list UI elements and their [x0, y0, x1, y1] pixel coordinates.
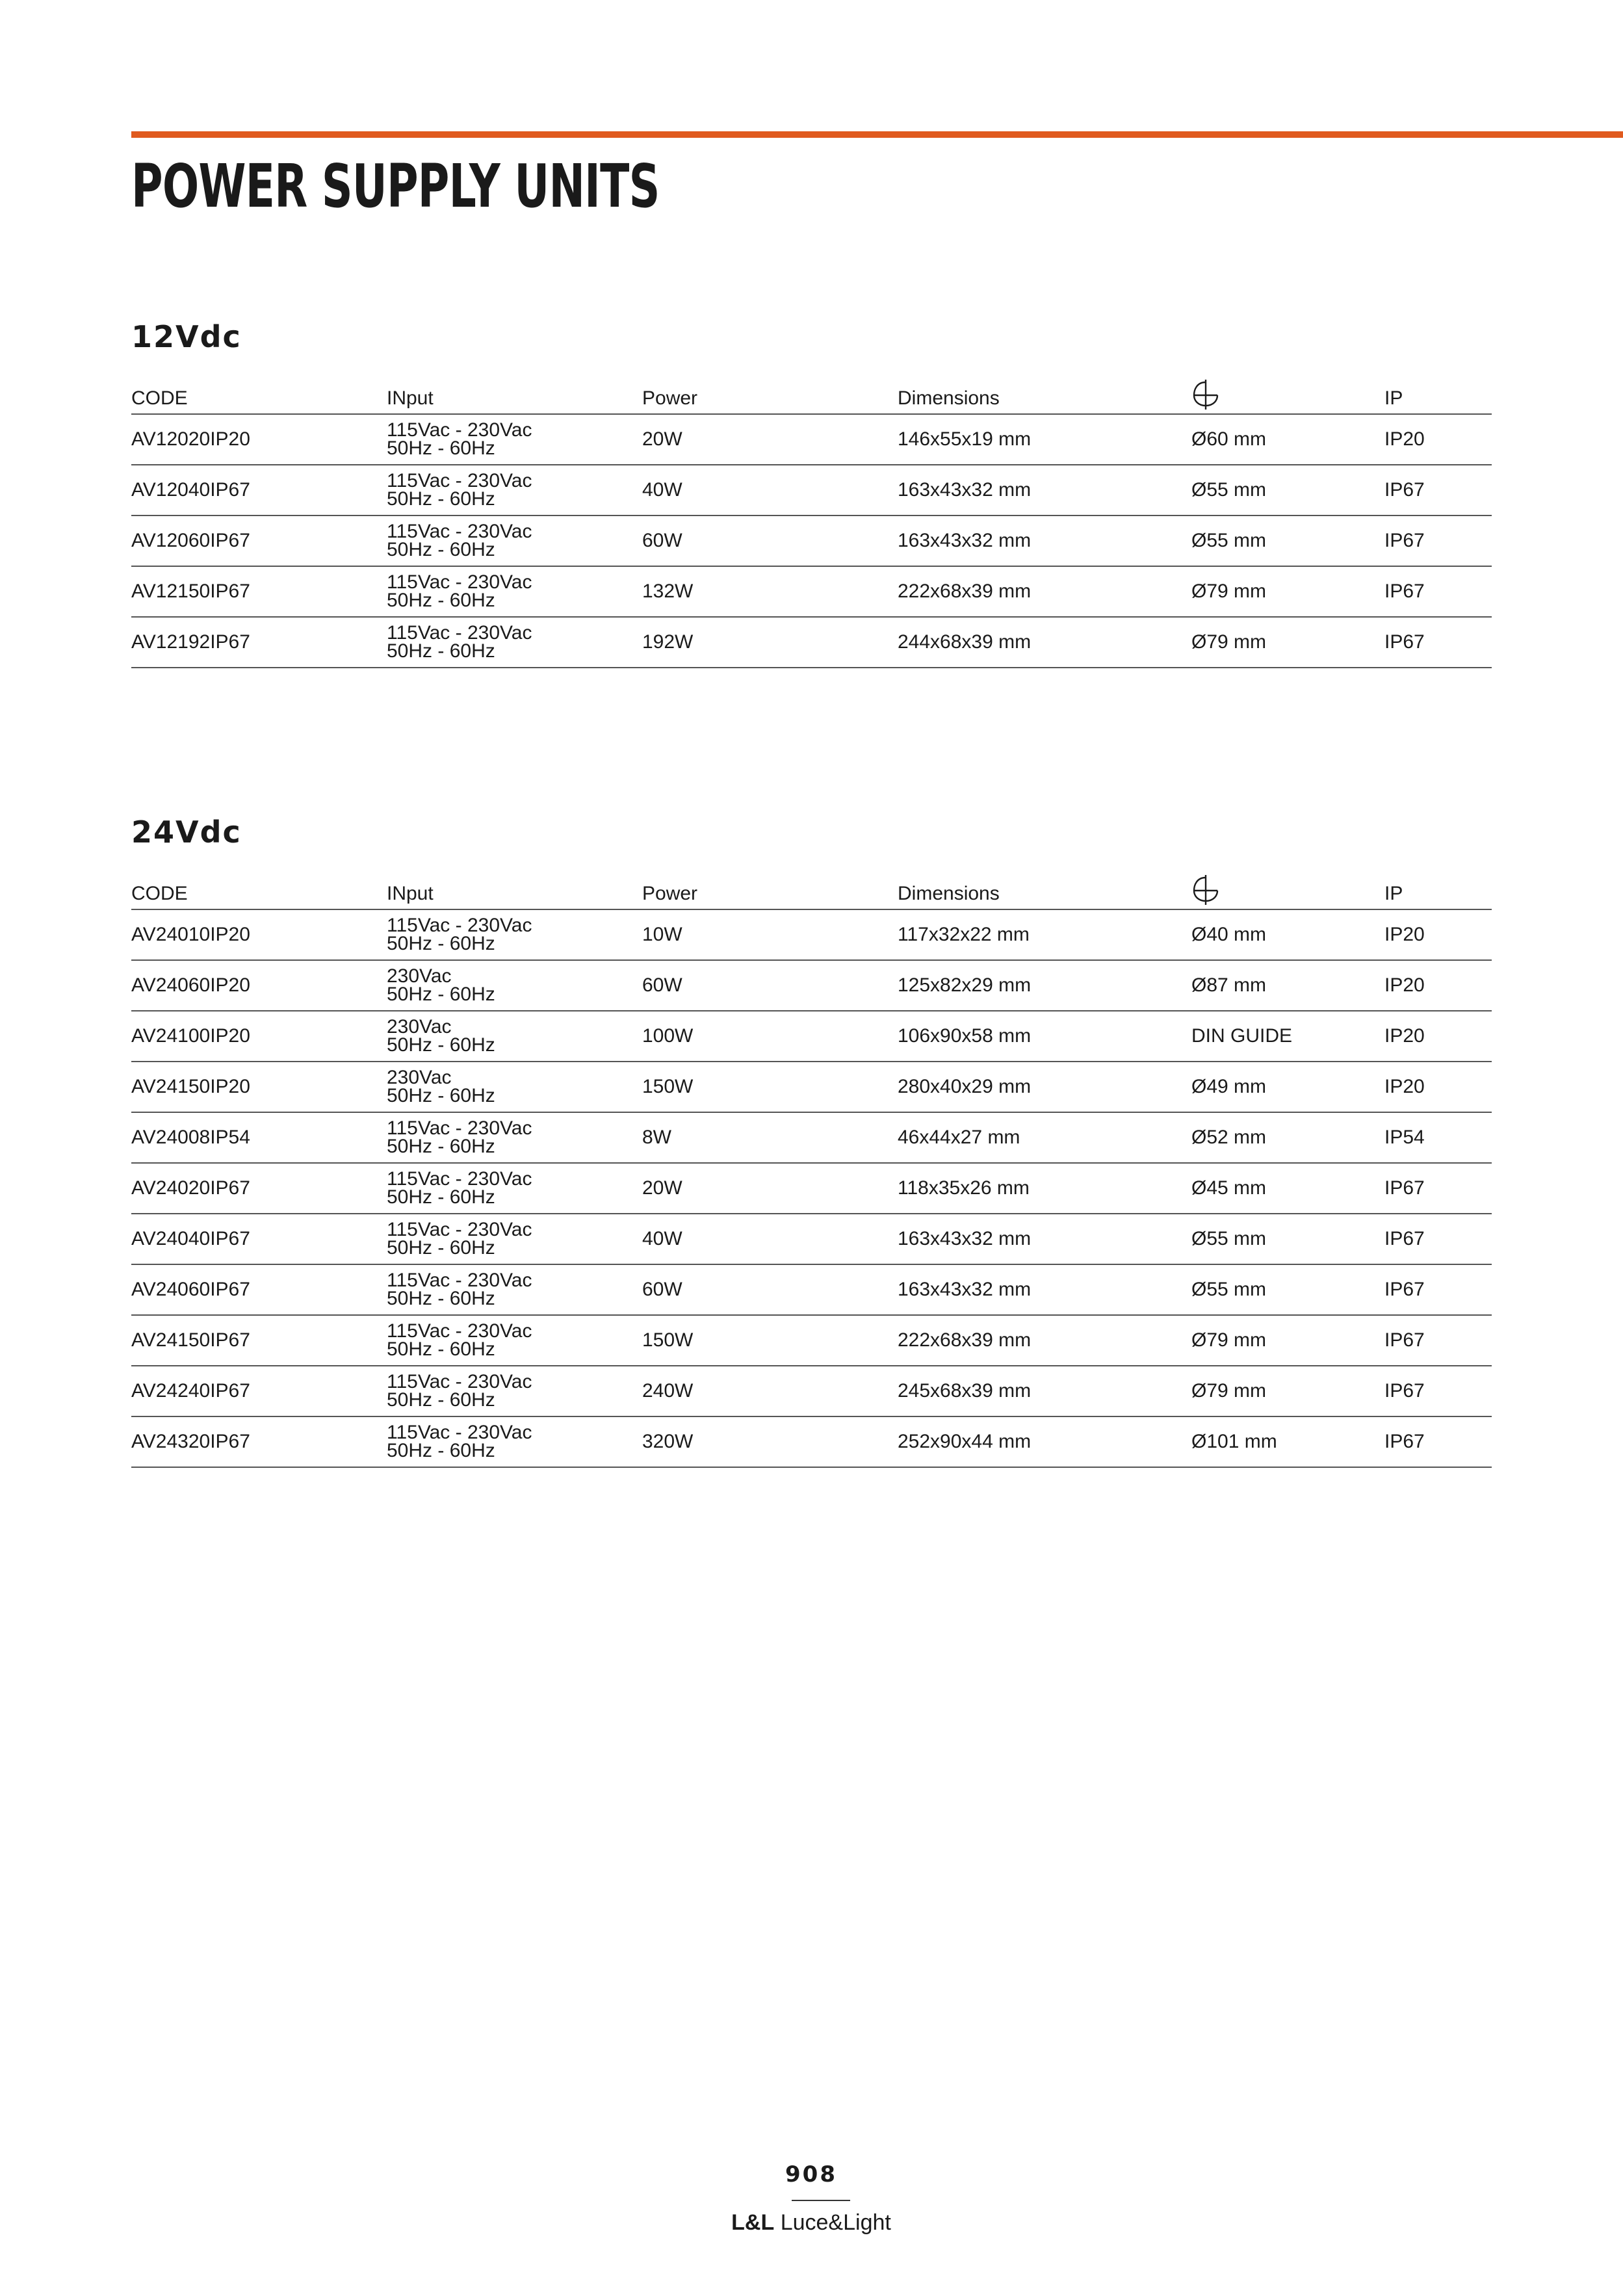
cell-dimensions: 252x90x44 mm: [898, 1416, 1191, 1467]
table-row: [131, 1011, 1492, 1062]
cell-input: [387, 960, 642, 1011]
table-row: [131, 1163, 1492, 1214]
cell-dimensions: 222x68x39 mm: [898, 566, 1191, 617]
cell-power: 20W: [642, 414, 898, 465]
cell-code: AV24240IP67: [131, 1366, 387, 1416]
cell-input: [387, 1264, 642, 1315]
cell-dimensions: 46x44x27 mm: [898, 1112, 1191, 1163]
input-frequency: 50Hz - 60Hz: [387, 1440, 495, 1461]
cell-ip: IP20: [1384, 960, 1492, 1011]
cell-code: AV24320IP67: [131, 1416, 387, 1467]
cell-code: AV24060IP20: [131, 960, 387, 1011]
header-cable: [1191, 870, 1384, 909]
cell-input: [387, 515, 642, 566]
input-frequency: 50Hz - 60Hz: [387, 1338, 495, 1360]
cell-dimensions: 146x55x19 mm: [898, 414, 1191, 465]
cell-input: [387, 1112, 642, 1163]
input-voltage: 115Vac - 230Vac: [387, 1270, 532, 1291]
cell-cable-diameter: Ø101 mm: [1191, 1416, 1384, 1467]
cell-ip: IP20: [1384, 414, 1492, 465]
table-row: [131, 1062, 1492, 1112]
cell-input: [387, 1062, 642, 1112]
input-voltage: 115Vac - 230Vac: [387, 571, 532, 593]
cell-power: 10W: [642, 909, 898, 960]
input-voltage: 115Vac - 230Vac: [387, 1168, 532, 1190]
cell-ip: IP67: [1384, 515, 1492, 566]
cable-diameter-icon: [1191, 875, 1220, 905]
cell-ip: IP67: [1384, 1214, 1492, 1264]
cell-power: 150W: [642, 1315, 898, 1366]
cell-cable-diameter: DIN GUIDE: [1191, 1011, 1384, 1062]
input-voltage: 115Vac - 230Vac: [387, 1219, 532, 1240]
cell-power: 20W: [642, 1163, 898, 1214]
cell-dimensions: 280x40x29 mm: [898, 1062, 1191, 1112]
table-row: [131, 617, 1492, 668]
cell-ip: IP67: [1384, 1264, 1492, 1315]
cell-input: [387, 566, 642, 617]
header-dimensions: Dimensions: [898, 374, 1191, 414]
table-body-12vdc: [131, 414, 1492, 668]
cell-dimensions: 163x43x32 mm: [898, 515, 1191, 566]
input-voltage: 115Vac - 230Vac: [387, 470, 532, 491]
input-voltage: 115Vac - 230Vac: [387, 1320, 532, 1342]
cell-ip: IP67: [1384, 1416, 1492, 1467]
cell-cable-diameter: Ø79 mm: [1191, 566, 1384, 617]
table-row: [131, 1264, 1492, 1315]
cell-ip: IP20: [1384, 1062, 1492, 1112]
cell-power: 60W: [642, 960, 898, 1011]
page-number: 908: [785, 2161, 837, 2187]
header-ip: IP: [1384, 870, 1492, 909]
cell-dimensions: 163x43x32 mm: [898, 465, 1191, 515]
header-cable: [1191, 374, 1384, 414]
table-row: [131, 1315, 1492, 1366]
header-input: INput: [387, 374, 642, 414]
cell-dimensions: 125x82x29 mm: [898, 960, 1191, 1011]
table-header-row: [131, 870, 1492, 909]
cell-power: 132W: [642, 566, 898, 617]
cell-ip: IP67: [1384, 617, 1492, 668]
input-voltage: 230Vac: [387, 1016, 452, 1037]
cell-code: AV24040IP67: [131, 1214, 387, 1264]
spec-table-12vdc: [131, 374, 1492, 668]
cell-power: 40W: [642, 1214, 898, 1264]
header-power: Power: [642, 374, 898, 414]
header-input: INput: [387, 870, 642, 909]
cell-cable-diameter: Ø55 mm: [1191, 515, 1384, 566]
cell-cable-diameter: Ø87 mm: [1191, 960, 1384, 1011]
cell-power: 40W: [642, 465, 898, 515]
header-dimensions: Dimensions: [898, 870, 1191, 909]
table-row: [131, 1214, 1492, 1264]
cell-cable-diameter: Ø52 mm: [1191, 1112, 1384, 1163]
cell-ip: IP67: [1384, 465, 1492, 515]
cell-dimensions: 163x43x32 mm: [898, 1214, 1191, 1264]
cell-cable-diameter: Ø79 mm: [1191, 617, 1384, 668]
cell-dimensions: 117x32x22 mm: [898, 909, 1191, 960]
table-row: [131, 1416, 1492, 1467]
cell-cable-diameter: Ø55 mm: [1191, 1264, 1384, 1315]
cell-dimensions: 106x90x58 mm: [898, 1011, 1191, 1062]
input-voltage: 115Vac - 230Vac: [387, 521, 532, 542]
header-code: CODE: [131, 870, 387, 909]
table-row: [131, 414, 1492, 465]
footer-divider: [792, 2200, 850, 2201]
table-row: [131, 1366, 1492, 1416]
table-row: [131, 515, 1492, 566]
cell-dimensions: 163x43x32 mm: [898, 1264, 1191, 1315]
cell-power: 240W: [642, 1366, 898, 1416]
cell-code: AV12192IP67: [131, 617, 387, 668]
header-code: CODE: [131, 374, 387, 414]
cell-code: AV12020IP20: [131, 414, 387, 465]
page-title: POWER SUPPLY UNITS: [131, 151, 660, 221]
cell-cable-diameter: Ø45 mm: [1191, 1163, 1384, 1214]
cell-input: [387, 1163, 642, 1214]
cell-code: AV24060IP67: [131, 1264, 387, 1315]
cell-power: 60W: [642, 1264, 898, 1315]
cell-dimensions: 118x35x26 mm: [898, 1163, 1191, 1214]
cell-power: 150W: [642, 1062, 898, 1112]
cell-cable-diameter: Ø55 mm: [1191, 465, 1384, 515]
cell-ip: IP67: [1384, 1163, 1492, 1214]
cell-dimensions: 245x68x39 mm: [898, 1366, 1191, 1416]
cell-power: 60W: [642, 515, 898, 566]
cell-cable-diameter: Ø40 mm: [1191, 909, 1384, 960]
input-frequency: 50Hz - 60Hz: [387, 933, 495, 954]
input-frequency: 50Hz - 60Hz: [387, 1288, 495, 1309]
input-voltage: 115Vac - 230Vac: [387, 1117, 532, 1139]
cell-dimensions: 244x68x39 mm: [898, 617, 1191, 668]
input-frequency: 50Hz - 60Hz: [387, 437, 495, 459]
cell-power: 100W: [642, 1011, 898, 1062]
cell-code: AV24008IP54: [131, 1112, 387, 1163]
input-voltage: 115Vac - 230Vac: [387, 419, 532, 441]
section-12vdc: [131, 317, 1492, 668]
cable-diameter-icon: [1191, 380, 1220, 410]
cell-ip: IP67: [1384, 1315, 1492, 1366]
table-row: [131, 465, 1492, 515]
table-header-row: [131, 374, 1492, 414]
table-row: [131, 1112, 1492, 1163]
header-ip: IP: [1384, 374, 1492, 414]
input-voltage: 115Vac - 230Vac: [387, 1371, 532, 1392]
input-frequency: 50Hz - 60Hz: [387, 984, 495, 1005]
input-frequency: 50Hz - 60Hz: [387, 1186, 495, 1208]
cell-input: [387, 909, 642, 960]
cell-ip: IP20: [1384, 909, 1492, 960]
cell-input: [387, 465, 642, 515]
cell-cable-diameter: Ø79 mm: [1191, 1315, 1384, 1366]
cell-code: AV12040IP67: [131, 465, 387, 515]
cell-power: 8W: [642, 1112, 898, 1163]
cell-code: AV24010IP20: [131, 909, 387, 960]
cell-cable-diameter: Ø55 mm: [1191, 1214, 1384, 1264]
input-frequency: 50Hz - 60Hz: [387, 640, 495, 662]
cell-input: [387, 1011, 642, 1062]
input-frequency: 50Hz - 60Hz: [387, 488, 495, 510]
input-voltage: 230Vac: [387, 965, 452, 987]
cell-input: [387, 1366, 642, 1416]
cell-ip: IP54: [1384, 1112, 1492, 1163]
table-row: [131, 909, 1492, 960]
cell-ip: IP67: [1384, 566, 1492, 617]
cell-code: AV24150IP20: [131, 1062, 387, 1112]
cell-cable-diameter: Ø60 mm: [1191, 414, 1384, 465]
input-frequency: 50Hz - 60Hz: [387, 1034, 495, 1056]
cell-code: AV24100IP20: [131, 1011, 387, 1062]
brand-logo: [681, 2210, 941, 2236]
cell-input: [387, 414, 642, 465]
cell-code: AV12150IP67: [131, 566, 387, 617]
section-24vdc: [131, 813, 1492, 1468]
brand-name: Luce&Light: [780, 2210, 891, 2235]
input-frequency: 50Hz - 60Hz: [387, 539, 495, 560]
table-row: [131, 566, 1492, 617]
cell-input: [387, 1416, 642, 1467]
cell-code: AV12060IP67: [131, 515, 387, 566]
input-frequency: 50Hz - 60Hz: [387, 1085, 495, 1106]
cell-input: [387, 1315, 642, 1366]
section-title: 12Vdc: [131, 319, 242, 354]
input-frequency: 50Hz - 60Hz: [387, 1389, 495, 1411]
input-voltage: 115Vac - 230Vac: [387, 1422, 532, 1443]
input-frequency: 50Hz - 60Hz: [387, 1237, 495, 1259]
spec-table-24vdc: [131, 870, 1492, 1468]
input-frequency: 50Hz - 60Hz: [387, 1136, 495, 1157]
table-row: [131, 960, 1492, 1011]
cell-code: AV24150IP67: [131, 1315, 387, 1366]
table-body-24vdc: [131, 909, 1492, 1467]
cell-power: 192W: [642, 617, 898, 668]
cell-input: [387, 617, 642, 668]
cell-cable-diameter: Ø79 mm: [1191, 1366, 1384, 1416]
input-frequency: 50Hz - 60Hz: [387, 590, 495, 611]
input-voltage: 115Vac - 230Vac: [387, 915, 532, 936]
cell-input: [387, 1214, 642, 1264]
input-voltage: 230Vac: [387, 1067, 452, 1088]
section-title: 24Vdc: [131, 815, 242, 850]
brand-initials: L&L: [731, 2210, 775, 2235]
cell-cable-diameter: Ø49 mm: [1191, 1062, 1384, 1112]
cell-dimensions: 222x68x39 mm: [898, 1315, 1191, 1366]
header-power: Power: [642, 870, 898, 909]
cell-ip: IP67: [1384, 1366, 1492, 1416]
input-voltage: 115Vac - 230Vac: [387, 622, 532, 644]
cell-power: 320W: [642, 1416, 898, 1467]
accent-top-bar: [131, 131, 1623, 138]
cell-ip: IP20: [1384, 1011, 1492, 1062]
cell-code: AV24020IP67: [131, 1163, 387, 1214]
